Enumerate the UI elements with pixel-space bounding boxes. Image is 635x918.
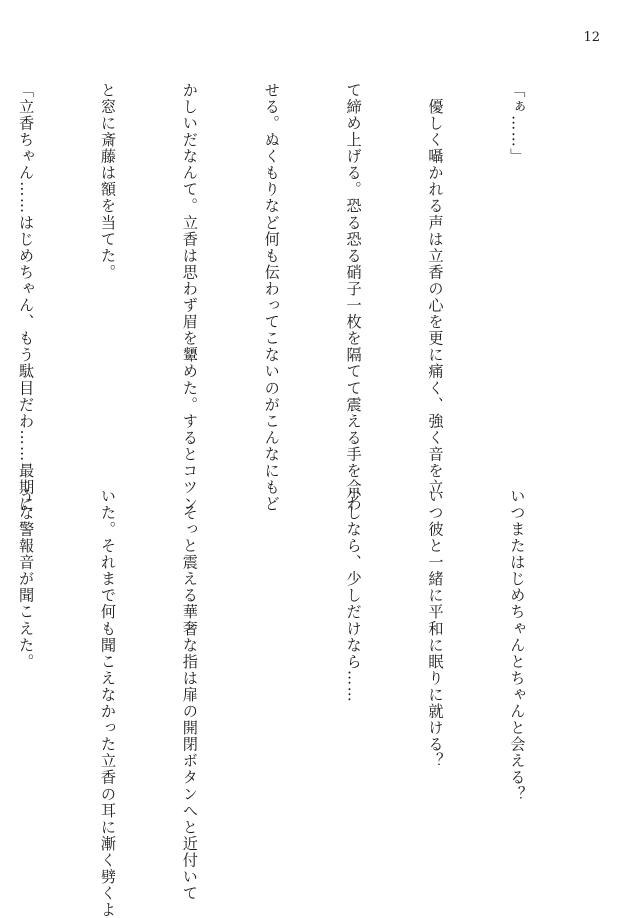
text-line: 優しく囁かれる声は立香の心を更に痛く、強く音を立 — [426, 82, 445, 496]
upper-text-block — [0, 82, 585, 513]
text-line: 「立香ちゃん……はじめちゃん、もう駄目だわ……最期に — [17, 82, 36, 513]
page-number: 12 — [583, 30, 600, 45]
text-line: 少しなら、少しだけなら…… — [344, 488, 363, 704]
text-line: いつまたはじめちゃんとちゃんと会える？ — [508, 488, 527, 803]
text-line: いた。それまで何も聞こえなかった立香の耳に漸く劈くよ — [98, 488, 117, 918]
blank-line — [257, 488, 284, 883]
text-line: うな警報音が聞こえた。 — [17, 488, 36, 671]
text-line: て締め上げる。恐る恐る硝子一枚を隔てて震える手を合わ — [344, 82, 363, 513]
text-line: と窓に斎藤は額を当てた。 — [98, 82, 117, 281]
lower-text-block — [0, 488, 585, 918]
text-line: かしいだなんて。立香は思わず眉を顰めた。するとコツン — [180, 82, 199, 513]
text-line: せる。ぬくもりなど何も伝わってこないのがこんなにもど — [262, 82, 281, 513]
text-line: そっと震える華奢な指は扉の開閉ボタンへと近付いて — [180, 488, 199, 902]
text-line: いつ彼と一緒に平和に眠りに就ける？ — [426, 488, 445, 770]
text-line: 「ぁ……」 — [508, 82, 527, 165]
